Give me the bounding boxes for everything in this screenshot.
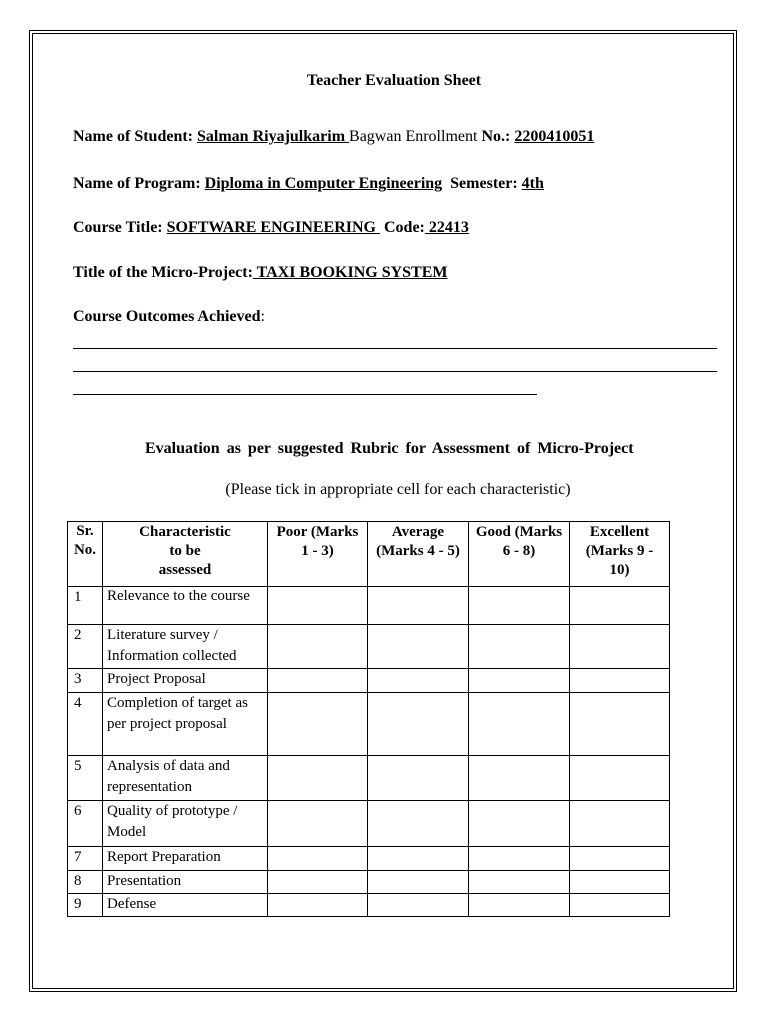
program-line [73, 175, 544, 193]
row-sr: 9 [68, 894, 103, 917]
header-poor: Poor (Marks 1 - 3) [268, 522, 368, 587]
row-sr: 3 [68, 669, 103, 693]
course-code-label: Code: [384, 219, 425, 236]
cell-excellent[interactable] [570, 847, 670, 871]
row-sr: 7 [68, 847, 103, 871]
program-label: Name of Program: [73, 175, 201, 192]
cell-excellent[interactable] [570, 871, 670, 894]
header-characteristic [103, 522, 268, 587]
row-sr: 6 [68, 801, 103, 847]
row-characteristic: Project Proposal [103, 669, 268, 693]
row-characteristic: Completion of target as per project proposal [103, 693, 268, 756]
cell-excellent[interactable] [570, 625, 670, 669]
outcomes-line [73, 308, 265, 326]
cell-average[interactable] [368, 625, 469, 669]
semester-value: 4th [521, 175, 544, 192]
row-sr: 2 [68, 625, 103, 669]
rubric-row [68, 871, 670, 894]
cell-excellent[interactable] [570, 669, 670, 693]
cell-good[interactable] [469, 756, 570, 801]
course-code-value: 22413 [424, 219, 469, 236]
cell-poor[interactable] [268, 587, 368, 625]
header-characteristic-line-3: assessed [158, 562, 212, 578]
cell-excellent[interactable] [570, 587, 670, 625]
cell-good[interactable] [469, 625, 570, 669]
course-title-value: SOFTWARE ENGINEERING [166, 219, 380, 236]
row-characteristic: Quality of prototype / Model [103, 801, 268, 847]
header-excellent: Excellent (Marks 9 - 10) [570, 522, 670, 587]
student-surname: Bagwan [349, 128, 402, 145]
micro-project-label: Title of the Micro-Project: [73, 264, 253, 281]
cell-good[interactable] [469, 894, 570, 917]
enrollment-number: 2200410051 [514, 128, 595, 145]
cell-poor[interactable] [268, 756, 368, 801]
cell-poor[interactable] [268, 625, 368, 669]
cell-average[interactable] [368, 894, 469, 917]
cell-average[interactable] [368, 693, 469, 756]
rubric-row [68, 756, 670, 801]
enrollment-word: Enrollment [405, 128, 478, 145]
cell-poor[interactable] [268, 847, 368, 871]
cell-poor[interactable] [268, 801, 368, 847]
row-characteristic: Report Preparation [103, 847, 268, 871]
cell-good[interactable] [469, 587, 570, 625]
cell-excellent[interactable] [570, 801, 670, 847]
cell-good[interactable] [469, 847, 570, 871]
evaluation-title: Evaluation as per suggested Rubric for Assessment of Micro-Project [145, 440, 634, 457]
rubric-row [68, 625, 670, 669]
enrollment-label: No.: [481, 128, 511, 145]
cell-good[interactable] [469, 801, 570, 847]
rubric-header-row [68, 522, 670, 587]
outcomes-rule-1 [73, 348, 717, 349]
program-name: Diploma in Computer Engineering [204, 175, 443, 192]
outcomes-rule-2 [73, 371, 717, 372]
rubric-row [68, 693, 670, 756]
cell-average[interactable] [368, 801, 469, 847]
header-sr-no: Sr. No. [68, 522, 103, 587]
rubric-row [68, 801, 670, 847]
row-characteristic: Analysis of data and representation [103, 756, 268, 801]
cell-average[interactable] [368, 669, 469, 693]
row-characteristic: Relevance to the course [103, 587, 268, 625]
micro-project-line [73, 264, 447, 282]
course-line [73, 219, 469, 237]
cell-poor[interactable] [268, 871, 368, 894]
cell-good[interactable] [469, 693, 570, 756]
semester-label: Semester: [450, 175, 518, 192]
evaluation-note: (Please tick in appropriate cell for each characteristic) [225, 481, 571, 498]
cell-average[interactable] [368, 847, 469, 871]
rubric-row [68, 587, 670, 625]
row-sr: 1 [68, 587, 103, 625]
row-sr: 5 [68, 756, 103, 801]
header-good: Good (Marks 6 - 8) [469, 522, 570, 587]
micro-project-title: TAXI BOOKING SYSTEM [252, 264, 448, 281]
header-characteristic-line-2: to be [169, 543, 201, 559]
cell-average[interactable] [368, 756, 469, 801]
header-average: Average (Marks 4 - 5) [368, 522, 469, 587]
cell-excellent[interactable] [570, 693, 670, 756]
rubric-table [67, 521, 670, 917]
student-name: Salman Riyajulkarim [197, 128, 350, 145]
outcomes-colon: : [260, 308, 265, 325]
cell-average[interactable] [368, 587, 469, 625]
cell-excellent[interactable] [570, 894, 670, 917]
row-characteristic: Literature survey / Information collected [103, 625, 268, 669]
row-characteristic: Presentation [103, 871, 268, 894]
row-sr: 4 [68, 693, 103, 756]
outcomes-label: Course Outcomes Achieved [73, 308, 261, 325]
cell-average[interactable] [368, 871, 469, 894]
cell-good[interactable] [469, 669, 570, 693]
cell-poor[interactable] [268, 894, 368, 917]
cell-excellent[interactable] [570, 756, 670, 801]
row-characteristic: Defense [103, 894, 268, 917]
cell-poor[interactable] [268, 669, 368, 693]
rubric-row [68, 669, 670, 693]
row-sr: 8 [68, 871, 103, 894]
outcomes-rule-3 [73, 394, 537, 395]
cell-poor[interactable] [268, 693, 368, 756]
rubric-row [68, 847, 670, 871]
header-characteristic-line-1: Characteristic [139, 524, 231, 540]
student-label: Name of Student: [73, 128, 193, 145]
cell-good[interactable] [469, 871, 570, 894]
student-line [73, 128, 594, 146]
course-title-label: Course Title: [73, 219, 163, 236]
sheet-title: Teacher Evaluation Sheet [306, 72, 482, 89]
rubric-row [68, 894, 670, 917]
